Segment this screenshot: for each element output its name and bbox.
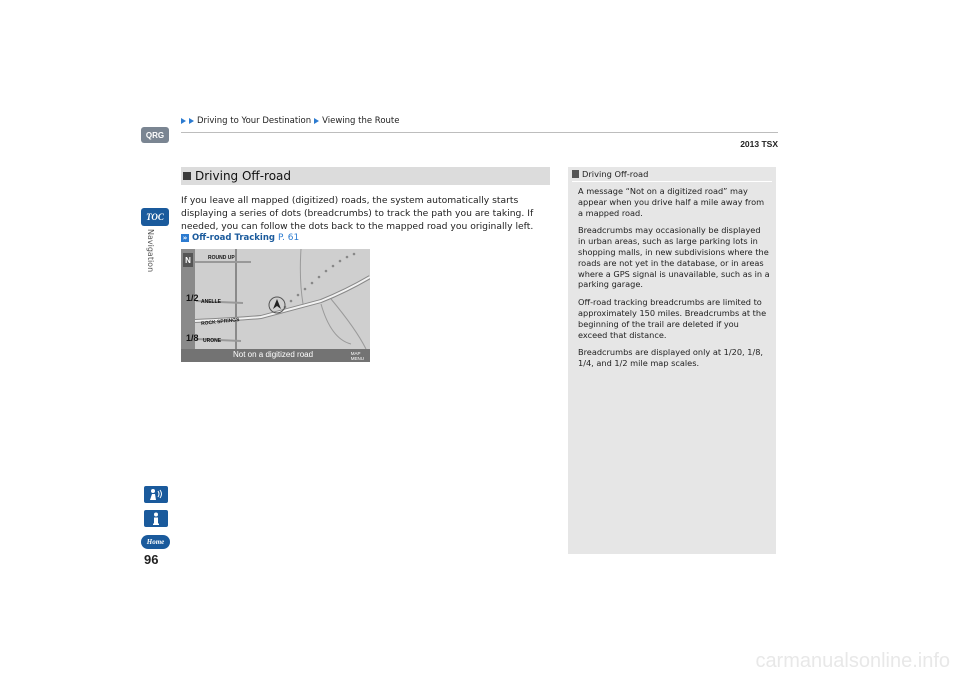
breadcrumb: [181, 116, 399, 126]
qrg-button[interactable]: QRG: [141, 127, 169, 143]
note-paragraph: Breadcrumbs may occasionally be displayed in urban areas, such as large parking lots in shopping malls, in new subdivisions where the roads are not yet in the database, or in areas where a GPS signal is unavailable, such as in a parking garage.: [578, 225, 770, 290]
map-message: Not on a digitized road: [233, 350, 314, 359]
breadcrumb-item[interactable]: Driving to Your Destination: [197, 116, 312, 126]
note-divider: [572, 181, 772, 182]
xref-link[interactable]: Off-road Tracking: [192, 233, 275, 243]
cross-reference[interactable]: [181, 233, 299, 243]
xref-page[interactable]: P. 61: [277, 233, 300, 243]
map-screenshot: [181, 249, 370, 362]
info-icon: [151, 512, 161, 526]
street-label: ROCK SPRINGS: [200, 316, 240, 328]
map-graphic: [181, 249, 370, 362]
arrow-icon: [314, 118, 319, 124]
header-rule: [181, 132, 778, 133]
street-label: ROUND UP: [208, 255, 235, 261]
home-button[interactable]: Home: [141, 535, 170, 549]
toc-button[interactable]: TOC: [141, 208, 169, 226]
street-label: URONE: [203, 338, 222, 344]
breadcrumb-item[interactable]: Viewing the Route: [322, 116, 400, 126]
voice-command-button[interactable]: [144, 486, 168, 503]
section-title: Driving Off-road: [195, 169, 292, 183]
street-label: ANELLE: [201, 299, 221, 305]
body-paragraph: If you leave all mapped (digitized) roads, the system automatically starts displaying a series of dots (breadcrumbs) to track the path you are taking. If needed, you can follow the dots back to the mapped road you originally left.: [181, 195, 534, 232]
map-menu-label: MENU: [350, 356, 364, 361]
reference-arrow-icon: »: [182, 234, 188, 242]
voice-command-icon: [148, 488, 164, 501]
map-scale: 1/8: [186, 333, 199, 343]
svg-text:N: N: [185, 256, 191, 265]
map-menu-label: MAP: [350, 351, 361, 356]
note-paragraph: Breadcrumbs are displayed only at 1/20, 1/8, 1/4, and 1/2 mile map scales.: [578, 347, 764, 369]
square-bullet-icon: [183, 172, 191, 180]
arrow-icon: [189, 118, 194, 124]
model-label: 2013 TSX: [740, 139, 778, 149]
note-paragraph: Off-road tracking breadcrumbs are limited to approximately 150 miles. Breadcrumbs at the beginning of the trail are deleted if you exceed that distance.: [578, 297, 767, 340]
note-icon: [572, 170, 579, 178]
section-header: [181, 167, 550, 185]
info-button[interactable]: [144, 510, 168, 527]
map-menu-button: [351, 351, 364, 361]
note-panel: [568, 167, 776, 554]
map-scale: 1/2: [186, 293, 199, 303]
note-paragraph: A message “Not on a digitized road” may appear when you drive half a mile away from a mapped road.: [578, 186, 765, 218]
note-title: Driving Off-road: [582, 169, 649, 179]
page-number: 96: [144, 552, 159, 567]
note-header: [572, 169, 648, 179]
watermark: carmanualsonline.info: [755, 650, 950, 672]
section-label: Navigation: [146, 229, 155, 273]
note-body: [578, 186, 770, 376]
arrow-icon: [181, 118, 186, 124]
map-message-banner: [181, 349, 370, 362]
